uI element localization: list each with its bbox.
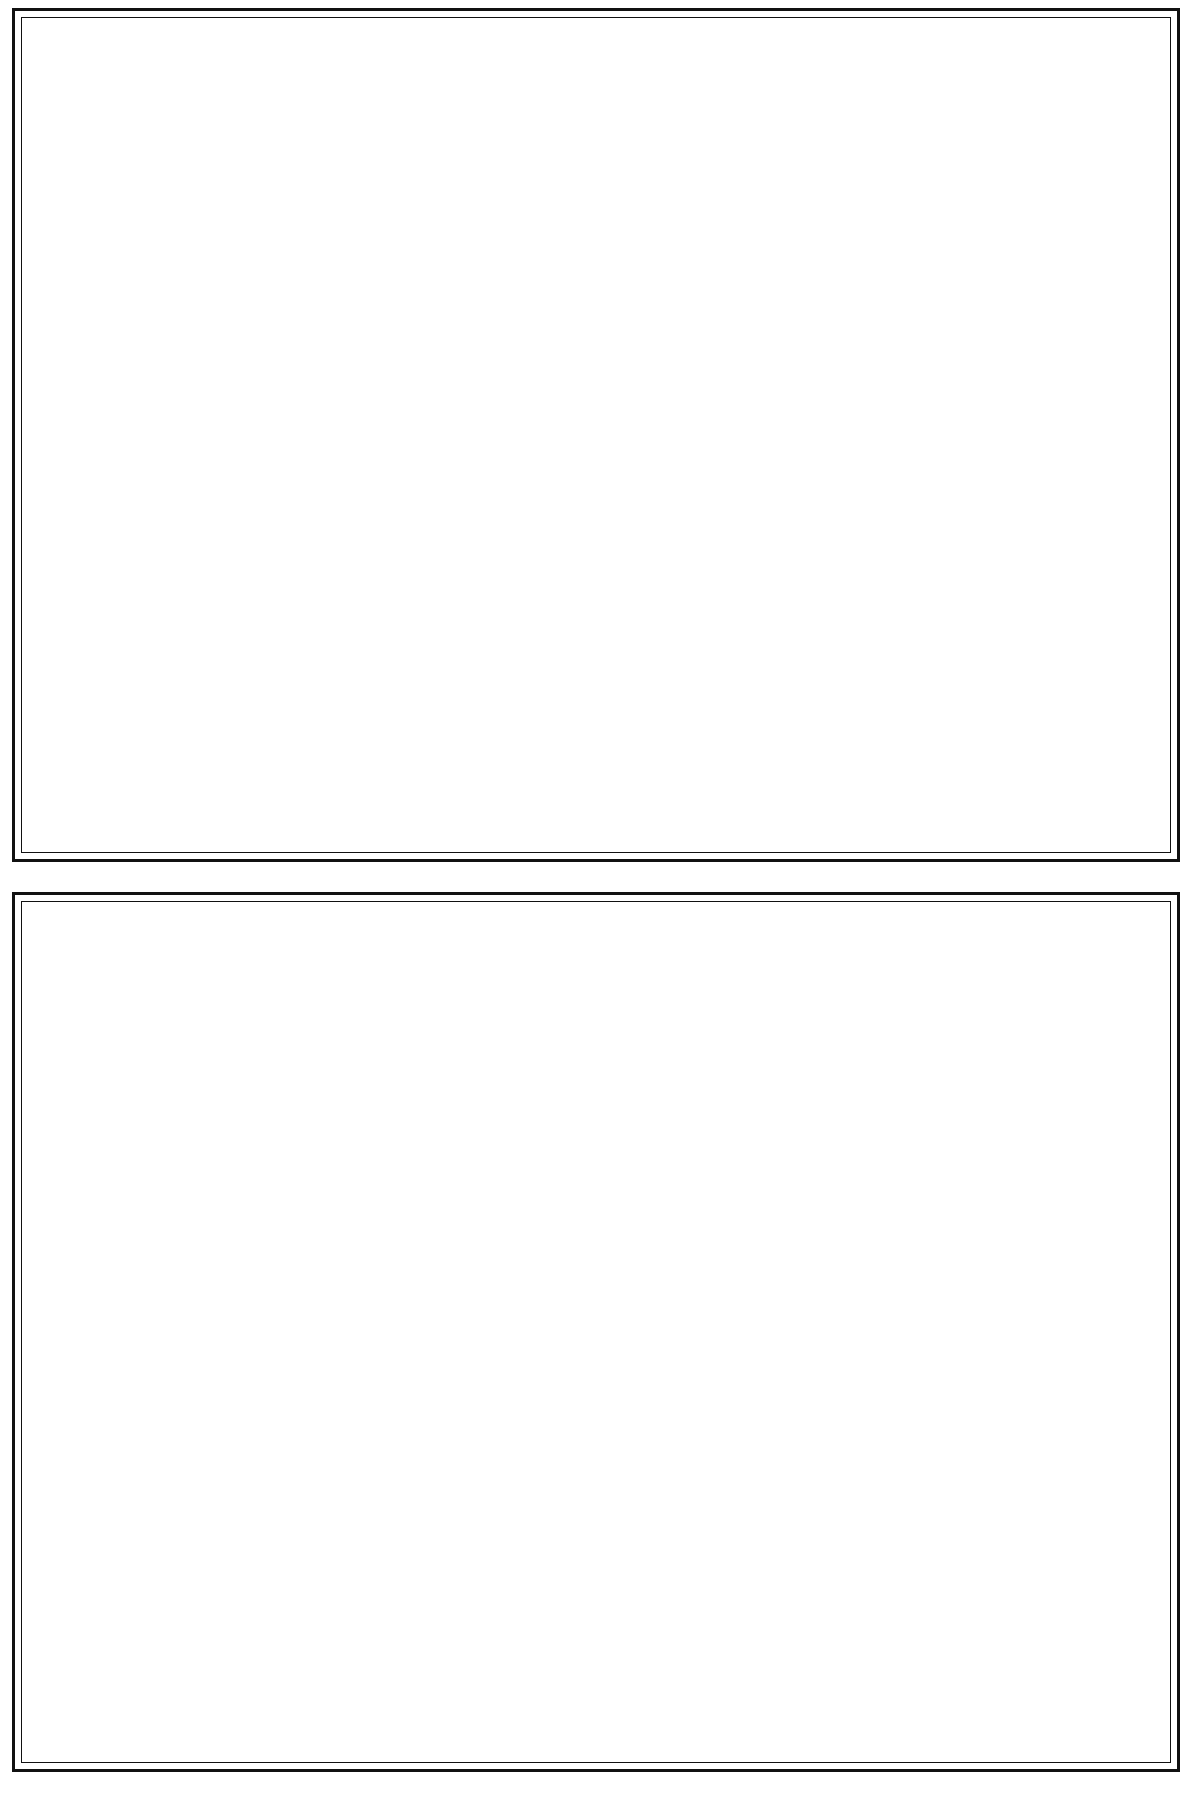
top-page-columns [23,19,1169,851]
bottom-page-columns [23,903,1169,1761]
bottom-page [12,892,1180,1772]
top-page [12,8,1180,862]
